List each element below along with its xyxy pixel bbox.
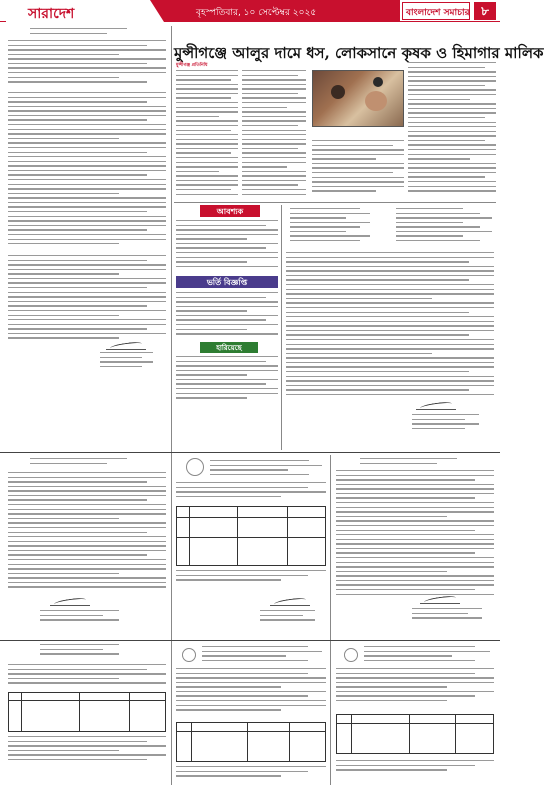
- table-row: [177, 731, 325, 732]
- newspaper-logo: [402, 2, 470, 20]
- table-row: [9, 700, 165, 701]
- notice-body-top: [8, 40, 166, 90]
- tender-header-1: [40, 644, 130, 660]
- table-col: [79, 693, 80, 731]
- table-col: [237, 507, 238, 565]
- page-header: [0, 0, 500, 22]
- tender-intro-4: [336, 668, 494, 712]
- tender-intro-1: [8, 664, 166, 692]
- photo-potatoes: [365, 91, 387, 111]
- signatory-lines-2: [412, 414, 488, 436]
- signature-5: [420, 596, 460, 604]
- tender-table-2: [176, 506, 326, 566]
- notice-body-mid: [286, 252, 494, 400]
- logo-text: বাংলাদেশ সমাচার: [406, 8, 470, 18]
- table-col: [351, 715, 352, 753]
- page-number: ৮: [474, 2, 496, 20]
- section-title: সারাদেশ: [28, 6, 75, 22]
- notice-body-main: [8, 92, 166, 250]
- tender-notes-2: [176, 570, 326, 592]
- signature-4: [270, 598, 310, 606]
- signatory-lines-3: [40, 610, 130, 630]
- table-col: [455, 715, 456, 753]
- header-divider: [150, 0, 164, 22]
- photo-figure-2: [373, 77, 383, 87]
- notice-address-left: [290, 208, 370, 248]
- classified-1: [176, 220, 278, 272]
- table-row: [337, 723, 493, 724]
- signatory-lines: [100, 352, 160, 372]
- lower-notice-body: [8, 472, 166, 592]
- tender-footer-1: [8, 736, 166, 776]
- signatory-lines-5: [412, 608, 492, 630]
- notice-address-right: [396, 208, 492, 248]
- tender-footer-4: [336, 760, 494, 782]
- lead-col-4: [312, 140, 404, 198]
- lead-col-3: [408, 62, 496, 198]
- notice-header-lines: [30, 28, 140, 36]
- govt-seal-icon-2: [182, 648, 196, 662]
- signature-3: [50, 598, 90, 606]
- lead-col-1: [176, 70, 238, 198]
- tender-footer-3: [176, 766, 326, 782]
- tender-table-4: [336, 714, 494, 754]
- lead-col-2: [242, 70, 306, 198]
- column-rule-2: [281, 205, 282, 450]
- tender-header-4: [364, 646, 490, 664]
- lead-byline: মুন্সীগঞ্জ প্রতিনিধি: [176, 63, 208, 68]
- notice-board-title: আবশ্যক: [200, 205, 260, 217]
- govt-seal-icon-3: [344, 648, 358, 662]
- tender-intro-2: [176, 482, 326, 504]
- lead-bottom-rule: [174, 202, 496, 203]
- table-col: [191, 723, 192, 761]
- lower-left-rule: [0, 640, 171, 641]
- table-col: [21, 693, 22, 731]
- signature: [106, 342, 146, 350]
- section-rule: [0, 452, 500, 453]
- lower-notice-header: [30, 458, 140, 466]
- table-col: [289, 723, 290, 761]
- signatory-lines-4: [260, 610, 322, 632]
- signature-2: [416, 402, 456, 410]
- lower-right-rule: [330, 640, 500, 641]
- admission-heading: ভর্তি বিজ্ঞপ্তি: [176, 276, 278, 288]
- right-notice-header: [360, 458, 470, 466]
- govt-seal-icon: [186, 458, 204, 476]
- tender-header-3: [202, 646, 322, 664]
- table-col: [189, 507, 190, 565]
- tender-table-1: [8, 692, 166, 732]
- classified-3: [176, 356, 278, 406]
- lower-mid-rule: [171, 640, 330, 641]
- issue-date: বৃহস্পতিবার, ১০ সেপ্টেম্বর ২০২৫: [196, 8, 317, 18]
- column-rule-3: [171, 455, 172, 785]
- table-row: [177, 517, 325, 518]
- column-rule: [171, 26, 172, 456]
- photo-figure: [331, 85, 345, 99]
- table-col: [247, 723, 248, 761]
- tender-table-3: [176, 722, 326, 762]
- notice-body-lower: [8, 255, 166, 345]
- lead-headline: মুন্সীগঞ্জে আলুর দামে ধস, লোকসানে কৃষক ও হিমাগার মালিক: [174, 44, 544, 62]
- classified-2: [176, 292, 278, 338]
- tender-header-2: [210, 460, 322, 478]
- table-row: [177, 537, 325, 538]
- table-col: [129, 693, 130, 731]
- section-label: [6, 0, 166, 22]
- right-notice-body: [336, 470, 494, 598]
- tender-intro-3: [176, 668, 326, 718]
- column-rule-4: [330, 455, 331, 785]
- lead-photo: [312, 70, 404, 127]
- table-col: [409, 715, 410, 753]
- lost-heading: হারিয়েছে: [200, 342, 258, 353]
- table-col: [287, 507, 288, 565]
